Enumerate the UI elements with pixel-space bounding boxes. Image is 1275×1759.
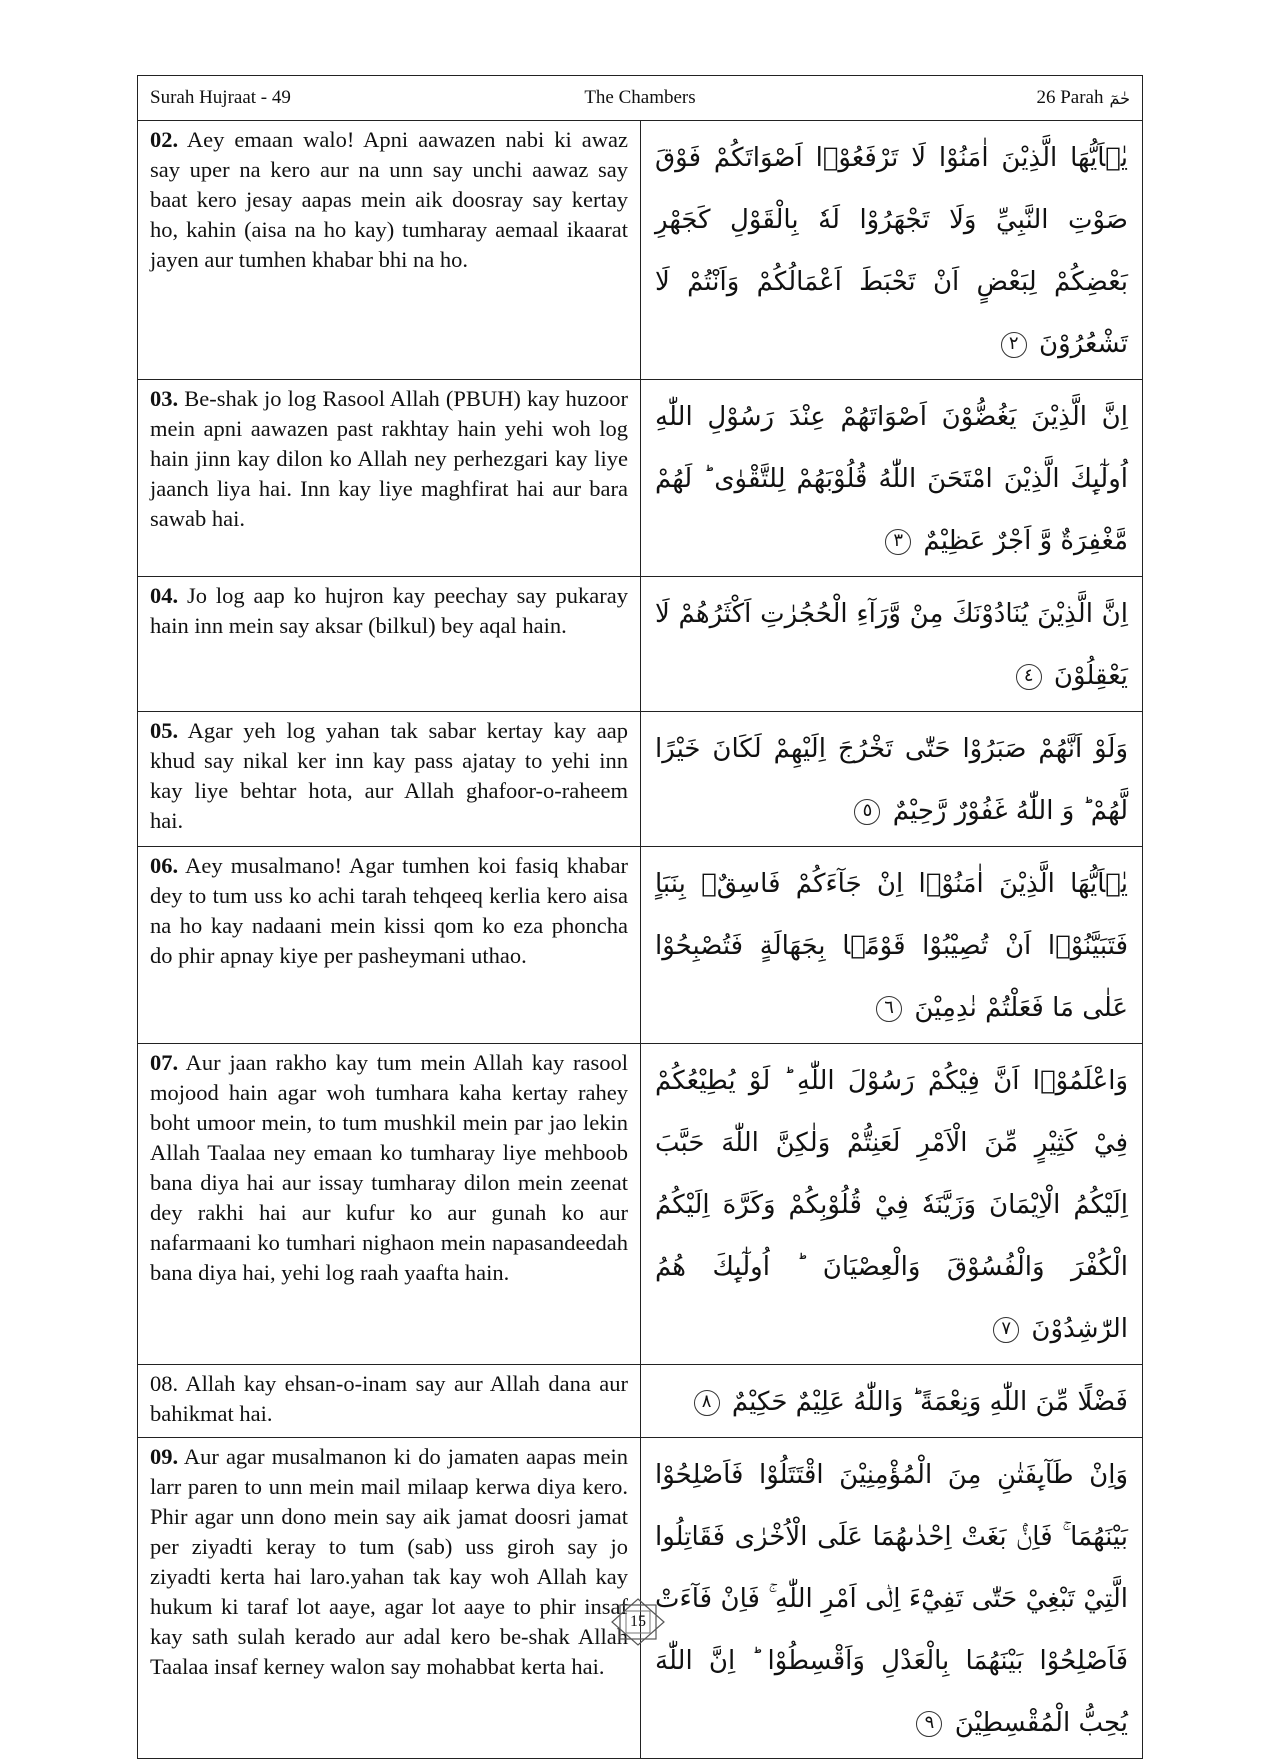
arabic-cell [641, 1438, 1143, 1759]
translation-text: Be-shak jo log Rasool Allah (PBUH) kay huzoor mein apni aawazen past rakhtay hain yehi woh log hain jinn kay dilon ko Allah ney perhezgari kay liye jaanch liya hai. Inn kay liye maghfirat hai aur bara sawab hai. [150, 386, 629, 531]
ayah-end-marker-icon: ٣ [885, 529, 911, 555]
verse-row [138, 712, 1142, 847]
ayah-end-marker-icon: ٥ [854, 799, 880, 825]
page-number: 15 [630, 1613, 646, 1630]
translation-text: Aey emaan walo! Apni aawazen nabi ki awaz say uper na kero aur na unn say unchi aawaz say baat kero jesay aapas mein aik doosray say kertay ho, kahin (aisa na ho kay) tumharay aemaal ikaarat jayen aur tumhen khabar bhi na ho. [150, 127, 628, 272]
parah-info [1036, 87, 1130, 109]
translation-text: Jo log aap ko hujron kay peechay say pukaray hain inn mein say aksar (bilkul) bey aqal hain. [150, 583, 628, 638]
translation-cell [138, 847, 641, 1044]
ayah-end-marker-icon: ٧ [993, 1317, 1019, 1343]
verse-row [138, 847, 1142, 1044]
parah-label: 26 Parah [1036, 87, 1104, 108]
verse-row [138, 1365, 1142, 1438]
arabic-cell [641, 121, 1143, 380]
verse-number: 02. [150, 127, 179, 152]
arabic-text: فَضْلًا مِّنَ اللّٰهِ وَنِعْمَةً ؕ وَاللّٰهُ عَلِيْمٌ حَكِيْمٌ [731, 1387, 1128, 1417]
verse-number: 08. [150, 1371, 179, 1396]
translation-cell [138, 380, 641, 577]
arabic-cell [641, 1365, 1143, 1438]
surah-name: Surah Hujraat - 49 [150, 87, 291, 108]
page-header [138, 76, 1142, 121]
ayah-end-marker-icon: ٨ [694, 1390, 720, 1416]
arabic-cell [641, 1044, 1143, 1365]
translation-cell [138, 577, 641, 712]
verse-number: 04. [150, 583, 179, 608]
ayah-end-marker-icon: ٢ [1001, 332, 1027, 358]
verse-row [138, 121, 1142, 380]
verses-table [138, 121, 1142, 1758]
surah-english-title: The Chambers [584, 87, 696, 108]
arabic-text: يٰۤاَيُّهَا الَّذِيْنَ اٰمَنُوْا لَا تَرْفَعُوْۤا اَصْوَاتَكُمْ فَوْقَ صَوْتِ النَّبِيِّ وَلَا تَجْهَرُوْا لَهٗ بِالْقَوْلِ كَجَهْرِ بَعْضِكُمْ لِبَعْضٍ اَنْ تَحْبَطَ اَعْمَالُكُمْ وَاَنْتُمْ لَا تَشْعُرُوْنَ [655, 143, 1128, 359]
arabic-cell [641, 380, 1143, 577]
arabic-text: وَلَوْ اَنَّهُمْ صَبَرُوْا حَتّٰى تَخْرُجَ اِلَيْهِمْ لَكَانَ خَيْرًا لَّهُمْ ؕ وَ اللّٰهُ غَفُوْرٌ رَّحِيْمٌ [655, 734, 1128, 826]
translation-text: Allah kay ehsan-o-inam say aur Allah dana aur bahikmat hai. [150, 1371, 628, 1426]
verse-number: 03. [150, 386, 179, 411]
arabic-cell [641, 712, 1143, 847]
arabic-text: يٰۤاَيُّهَا الَّذِيْنَ اٰمَنُوْۤا اِنْ جَآءَكُمْ فَاسِقٌۢ بِنَبَاٍ فَتَبَيَّنُوْۤا اَنْ تُصِيْبُوْا قَوْمًۢا بِجَهَالَةٍ فَتُصْبِحُوْا عَلٰى مَا فَعَلْتُمْ نٰدِمِيْنَ [655, 869, 1128, 1023]
arabic-text: وَاعْلَمُوْۤا اَنَّ فِيْكُمْ رَسُوْلَ اللّٰهِ ؕ لَوْ يُطِيْعُكُمْ فِيْ كَثِيْرٍ مِّنَ الْاَمْرِ لَعَنِتُّمْ وَلٰكِنَّ اللّٰهَ حَبَّبَ اِلَيْكُمُ الْاِيْمَانَ وَزَيَّنَهٗ فِيْ قُلُوْبِكُمْ وَكَرَّهَ اِلَيْكُمُ الْكُفْرَ وَالْفُسُوْقَ وَالْعِصْيَانَ ؕ اُولٰٓىِٕكَ هُمُ الرّٰشِدُوْنَ [655, 1066, 1128, 1344]
translation-text: Aur agar musalmanon ki do jamaten aapas mein larr paren to unn mein mail milaap kerwa diya kero. Phir agar unn dono mein say aik jamat doosri jamat per ziyadti keray to tum (sab) uss giroh say jo ziyadti kerta hai laro.yahan tak kay woh Allah kay hukum ki taraf lot aaye, agar lot aaye to phir insaf kay sath sulah kerado aur adal kero be-shak Allah Taalaa insaf kerney walon say mohabbat kerta hai. [150, 1444, 628, 1679]
juz-glyph-icon: حٰمٓ [1109, 88, 1130, 108]
arabic-cell [641, 847, 1143, 1044]
ayah-end-marker-icon: ٦ [876, 996, 902, 1022]
translation-cell [138, 1438, 641, 1759]
translation-cell [138, 712, 641, 847]
page-frame [137, 75, 1143, 1759]
translation-cell [138, 121, 641, 380]
verse-number: 05. [150, 718, 179, 743]
translation-cell [138, 1365, 641, 1438]
verse-number: 06. [150, 853, 179, 878]
verse-row [138, 1044, 1142, 1365]
translation-text: Aey musalmano! Agar tumhen koi fasiq khabar dey to tum uss ko achi tarah tehqeeq kerlia kero aisa na ho kay nadaani mein kissi qom ko eza phoncha do phir apnay kiye per pasheymani uthao. [150, 853, 628, 968]
verse-row [138, 380, 1142, 577]
translation-cell [138, 1044, 641, 1365]
arabic-cell [641, 577, 1143, 712]
ayah-end-marker-icon: ٩ [916, 1711, 942, 1737]
translation-text: Aur jaan rakho kay tum mein Allah kay rasool mojood hain agar woh tumhara kaha kertay rahey boht umoor mein, to tum mushkil mein par jao lekin Allah Taalaa ney emaan ko tumharay liye mehboob bana diya hai aur issay tumharay dilon mein zeenat dey rakhi hai aur kufur ko aur gunah ko aur nafarmaani ko tumhari nighaon mein napasandeedah bana diya hai, yehi log raah yaafta hain. [150, 1050, 628, 1285]
page-number-badge [610, 1597, 666, 1647]
verse-number: 07. [150, 1050, 179, 1075]
arabic-text: اِنَّ الَّذِيْنَ يُنَادُوْنَكَ مِنْ وَّرَآءِ الْحُجُرٰتِ اَكْثَرُهُمْ لَا يَعْقِلُوْنَ [655, 599, 1128, 691]
verse-number: 09. [150, 1444, 179, 1469]
arabic-text: اِنَّ الَّذِيْنَ يَغُضُّوْنَ اَصْوَاتَهُمْ عِنْدَ رَسُوْلِ اللّٰهِ اُولٰٓىِٕكَ الَّذِيْنَ امْتَحَنَ اللّٰهُ قُلُوْبَهُمْ لِلتَّقْوٰى ؕ لَهُمْ مَّغْفِرَةٌ وَّ اَجْرٌ عَظِيْمٌ [655, 402, 1128, 556]
translation-text: Agar yeh log yahan tak sabar kertay kay aap khud say nikal ker inn kay pass ajatay to yehi inn kay liye behtar hota, aur Allah ghafoor-o-raheem hai. [150, 718, 629, 833]
arabic-text: وَاِنْ طَآىِٕفَتٰنِ مِنَ الْمُؤْمِنِيْنَ اقْتَتَلُوْا فَاَصْلِحُوْا بَيْنَهُمَا ۚ فَاِنْۢ بَغَتْ اِحْدٰىهُمَا عَلَى الْاُخْرٰى فَقَاتِلُوا الَّتِيْ تَبْغِيْ حَتّٰى تَفِيْٓءَ اِلٰۤى اَمْرِ اللّٰهِ ۚ فَاِنْ فَآءَتْ فَاَصْلِحُوْا بَيْنَهُمَا بِالْعَدْلِ وَاَقْسِطُوْا ؕ اِنَّ اللّٰهَ يُحِبُّ الْمُقْسِطِيْنَ [655, 1460, 1128, 1738]
ayah-end-marker-icon: ٤ [1016, 664, 1042, 690]
verse-row [138, 577, 1142, 712]
